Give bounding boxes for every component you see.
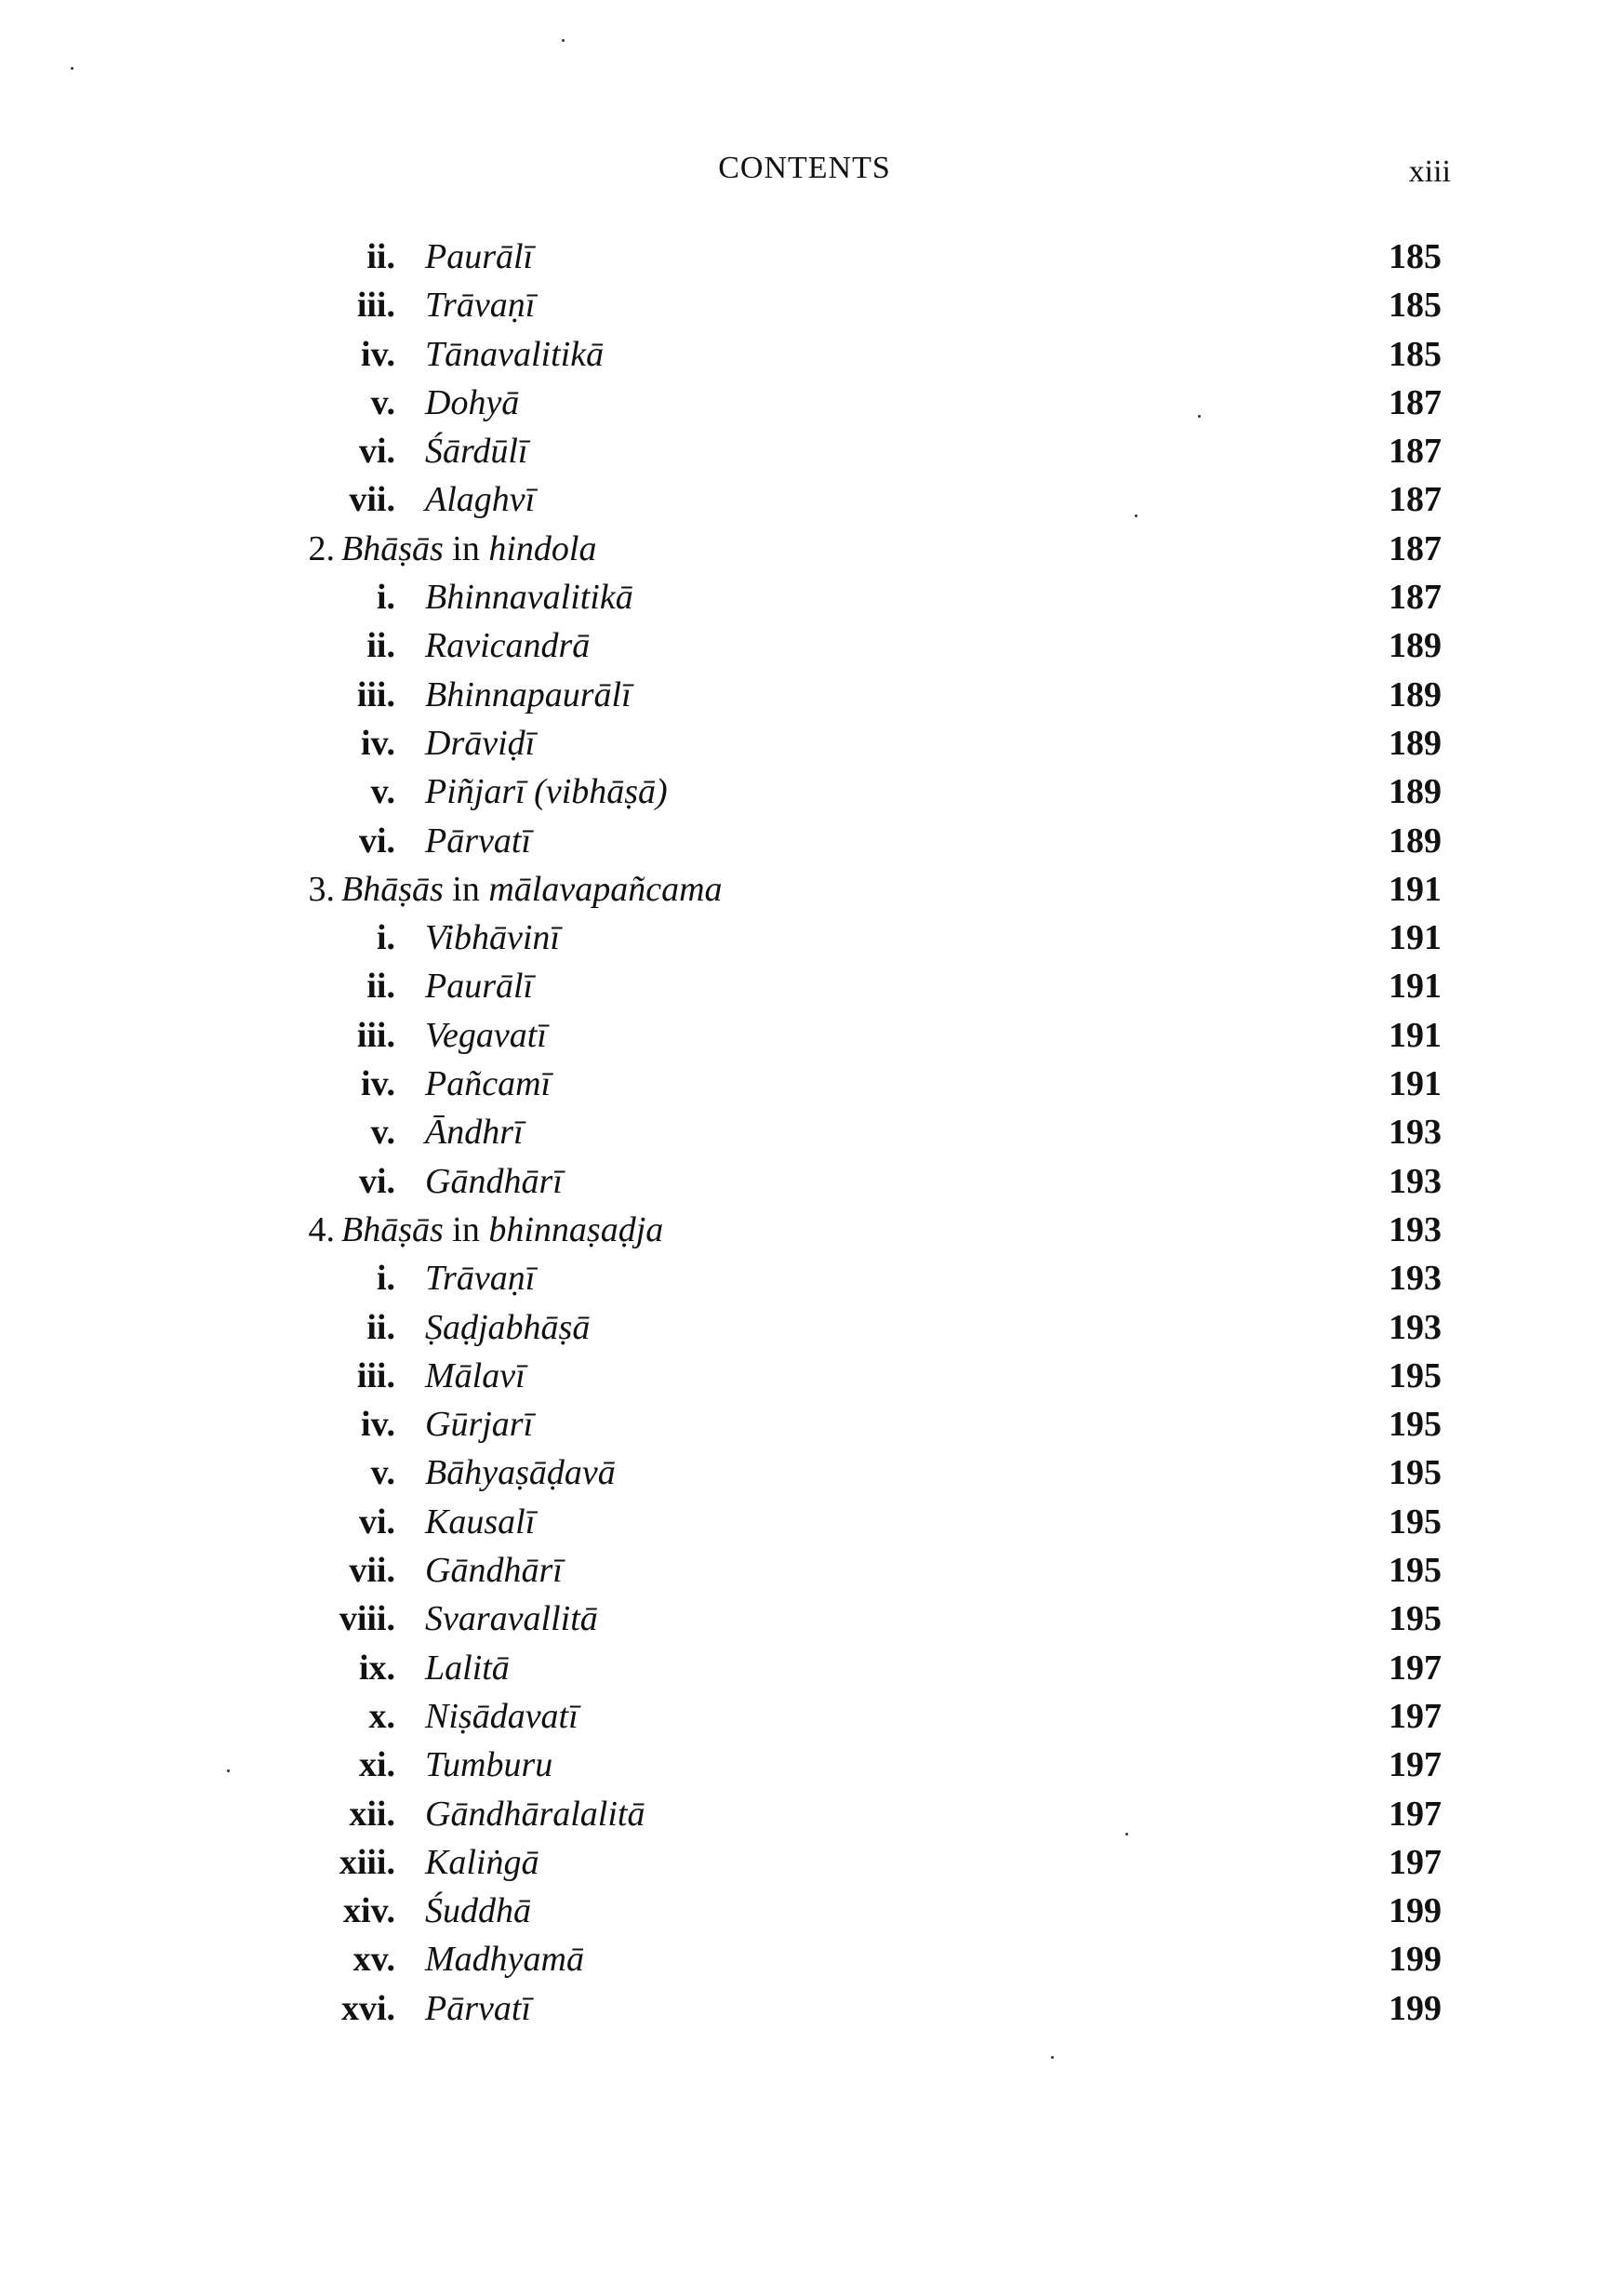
toc-entry-page: 197: [1389, 1794, 1442, 1834]
toc-entry-title: Paurālī: [425, 967, 534, 1007]
page-number: xiii: [1408, 154, 1451, 189]
toc-entry-number: ii.: [366, 967, 395, 1007]
toc-entry-number: i.: [376, 578, 395, 618]
toc-entry-title: Piñjarī (vibhāṣā): [425, 772, 668, 812]
toc-entry-title: Śuddhā: [425, 1891, 531, 1931]
toc-entry-page: 189: [1389, 821, 1442, 861]
toc-entry-number: iv.: [361, 334, 395, 374]
toc-entry-title: Āndhrī: [425, 1113, 524, 1153]
toc-entry-title: Gāndhārī: [425, 1551, 563, 1591]
toc-entry-page: 185: [1389, 334, 1442, 374]
toc-section-connector: in: [452, 869, 480, 909]
toc-entry: [0, 1741, 1609, 1789]
toc-entry-number: 2.: [308, 528, 335, 568]
toc-entry-title: Alaghvī: [425, 480, 536, 520]
toc-entry-page: 193: [1389, 1259, 1442, 1299]
toc-entry: [0, 1935, 1609, 1983]
toc-entry: [0, 817, 1609, 865]
toc-entry-title: Tumburu: [425, 1745, 553, 1785]
toc-entry-number: x.: [368, 1696, 395, 1736]
toc-entry-title: Niṣādavatī: [425, 1696, 578, 1736]
toc-entry: [0, 1303, 1609, 1352]
toc-entry-page: 197: [1389, 1696, 1442, 1736]
toc-entry-number: v.: [370, 1113, 395, 1153]
toc-entry-title: Gāndhāralalitā: [425, 1794, 645, 1834]
toc-entry-number: v.: [370, 382, 395, 422]
toc-entry: [0, 719, 1609, 768]
toc-section-heading: [0, 865, 1609, 914]
toc-entry: [0, 1546, 1609, 1595]
toc-entry: [0, 1011, 1609, 1060]
toc-entry-number: ii.: [366, 626, 395, 666]
toc-entry-title: Dohyā: [425, 382, 520, 422]
toc-entry: [0, 379, 1609, 427]
toc-entry: [0, 475, 1609, 524]
toc-entry-number: 3.: [308, 869, 335, 909]
toc-section-term: Bhāṣās: [341, 528, 444, 568]
toc-entry-number: iv.: [361, 1064, 395, 1104]
toc-entry-number: xiv.: [343, 1891, 395, 1931]
toc-entry-number: vi.: [358, 1161, 395, 1201]
scan-speck: [562, 39, 565, 42]
toc-entry-number: viii.: [339, 1599, 395, 1639]
toc-entry-page: 187: [1389, 432, 1442, 472]
toc-entry-page: 189: [1389, 626, 1442, 666]
toc-section-raga: hindola: [488, 528, 597, 568]
scan-speck: [1198, 415, 1201, 418]
toc-entry-title: Tānavalitikā: [425, 334, 605, 374]
toc-entry-page: 195: [1389, 1355, 1442, 1395]
toc-entry: [0, 621, 1609, 670]
scan-speck: [227, 1769, 230, 1772]
toc-section-heading: [0, 525, 1609, 573]
toc-entry-page: 193: [1389, 1161, 1442, 1201]
toc-entry: [0, 330, 1609, 379]
toc-entry-number: xi.: [358, 1745, 395, 1785]
toc-entry: [0, 1838, 1609, 1887]
toc-entry-title: Madhyamā: [425, 1940, 584, 1980]
scan-speck: [1051, 2056, 1054, 2059]
toc-entry: [0, 1254, 1609, 1302]
toc-entry-title: Trāvaṇī: [425, 286, 536, 326]
toc-entry-number: ii.: [366, 1307, 395, 1347]
toc-entry-page: 195: [1389, 1453, 1442, 1493]
toc-entry: [0, 1692, 1609, 1741]
toc-entry-page: 185: [1389, 237, 1442, 276]
toc-entry-page: 195: [1389, 1502, 1442, 1542]
toc-entry-number: vii.: [349, 480, 395, 520]
toc-entry-number: iii.: [356, 674, 395, 714]
toc-section-heading: [0, 1206, 1609, 1254]
toc-entry: [0, 1644, 1609, 1692]
toc-entry: [0, 233, 1609, 281]
toc-entry-title: Kausalī: [425, 1502, 536, 1542]
toc-entry-page: 193: [1389, 1209, 1442, 1249]
toc-entry-page: 187: [1389, 382, 1442, 422]
toc-entry-title: [341, 525, 596, 573]
toc-entry-page: 195: [1389, 1551, 1442, 1591]
toc-entry: [0, 573, 1609, 621]
toc-entry-title: Ṣaḍjabhāṣā: [425, 1307, 591, 1347]
toc-entry-number: i.: [376, 1259, 395, 1299]
toc-section-raga: mālavapañcama: [488, 869, 723, 909]
toc-entry-title: Pārvatī: [425, 1988, 531, 2028]
toc-entry-page: 187: [1389, 528, 1442, 568]
toc-entry-number: iv.: [361, 1405, 395, 1445]
toc-entry-title: Pañcamī: [425, 1064, 552, 1104]
toc-entry-number: iii.: [356, 286, 395, 326]
toc-entry-title: Śārdūlī: [425, 432, 528, 472]
toc-entry-number: xiii.: [339, 1842, 395, 1882]
toc-entry-number: vi.: [358, 1502, 395, 1542]
toc-entry-title: Drāviḍī: [425, 723, 536, 763]
toc-entry-number: xvi.: [340, 1988, 395, 2028]
toc-entry-page: 199: [1389, 1940, 1442, 1980]
toc-entry-page: 187: [1389, 578, 1442, 618]
toc-entry: [0, 1400, 1609, 1448]
toc-entry-title: Kaliṅgā: [425, 1842, 539, 1882]
toc-entry-page: 189: [1389, 772, 1442, 812]
toc-entry: [0, 281, 1609, 329]
toc-entry-page: 195: [1389, 1599, 1442, 1639]
toc-entry-title: Gūrjarī: [425, 1405, 534, 1445]
scan-speck: [1125, 1833, 1128, 1835]
toc-entry-page: 189: [1389, 674, 1442, 714]
toc-entry-page: 191: [1389, 869, 1442, 909]
toc-entry-page: 197: [1389, 1842, 1442, 1882]
toc-entry-page: 191: [1389, 918, 1442, 958]
toc-entry-page: 197: [1389, 1648, 1442, 1688]
toc-entry-page: 191: [1389, 967, 1442, 1007]
toc-entry: [0, 1595, 1609, 1643]
toc-entry-number: vii.: [349, 1551, 395, 1591]
toc-entry: [0, 914, 1609, 962]
toc-entry-number: xii.: [349, 1794, 395, 1834]
toc-entry-title: Trāvaṇī: [425, 1259, 536, 1299]
toc-entry-number: vi.: [358, 821, 395, 861]
toc-entry-page: 197: [1389, 1745, 1442, 1785]
toc-entry: [0, 1157, 1609, 1206]
toc-entry-title: Gāndhārī: [425, 1161, 563, 1201]
toc-entry-page: 185: [1389, 286, 1442, 326]
toc-entry: [0, 1448, 1609, 1497]
toc-section-term: Bhāṣās: [341, 1209, 444, 1249]
toc-entry-title: Lalitā: [425, 1648, 510, 1688]
toc-entry-number: iii.: [356, 1355, 395, 1395]
toc-entry-number: v.: [370, 772, 395, 812]
toc-entry-page: 195: [1389, 1405, 1442, 1445]
toc-entry-title: Bāhyaṣāḍavā: [425, 1453, 616, 1493]
running-header-title: CONTENTS: [718, 151, 891, 185]
toc-entry: [0, 1790, 1609, 1838]
toc-entry-page: 187: [1389, 480, 1442, 520]
toc-section-term: Bhāṣās: [341, 869, 444, 909]
toc-entry: [0, 671, 1609, 719]
toc-entry-title: Vegavatī: [425, 1015, 547, 1055]
toc-entry: [0, 1352, 1609, 1400]
toc-entry: [0, 427, 1609, 475]
toc-entry-number: iv.: [361, 723, 395, 763]
toc-entry: [0, 768, 1609, 816]
toc-entry: [0, 1498, 1609, 1546]
toc-entry-title: [341, 865, 723, 914]
toc-entry-title: Paurālī: [425, 237, 534, 276]
toc-entry: [0, 1984, 1609, 2033]
toc-entry-page: 191: [1389, 1064, 1442, 1104]
toc-entry-number: iii.: [356, 1015, 395, 1055]
toc-entry-title: Bhinnavalitikā: [425, 578, 633, 618]
toc-entry-number: v.: [370, 1453, 395, 1493]
toc-entry-title: Ravicandrā: [425, 626, 591, 666]
toc-entry-title: Svaravallitā: [425, 1599, 598, 1639]
toc-entry-title: Pārvatī: [425, 821, 531, 861]
scan-speck: [1135, 514, 1137, 517]
toc-entry-title: [341, 1206, 663, 1254]
toc-section-raga: bhinnaṣaḍja: [488, 1209, 664, 1249]
scan-speck: [71, 67, 73, 70]
toc-entry-page: 189: [1389, 723, 1442, 763]
toc-entry-page: 193: [1389, 1113, 1442, 1153]
toc-entry-number: xv.: [352, 1940, 395, 1980]
toc-entry: [0, 1887, 1609, 1935]
toc-entry-title: Vibhāvinī: [425, 918, 560, 958]
toc-entry-title: Mālavī: [425, 1355, 525, 1395]
toc-entry-number: vi.: [358, 432, 395, 472]
toc-entry-page: 199: [1389, 1891, 1442, 1931]
toc-entry: [0, 962, 1609, 1010]
toc-entry-number: ii.: [366, 237, 395, 276]
toc-entry-page: 191: [1389, 1015, 1442, 1055]
toc-entry-number: i.: [376, 918, 395, 958]
toc-entry: [0, 1108, 1609, 1156]
toc-entry-page: 193: [1389, 1307, 1442, 1347]
toc-entry: [0, 1060, 1609, 1108]
toc-entry-title: Bhinnapaurālī: [425, 674, 632, 714]
toc-entry-page: 199: [1389, 1988, 1442, 2028]
toc-entry-number: 4.: [308, 1209, 335, 1249]
toc-entry-number: ix.: [358, 1648, 395, 1688]
toc-section-connector: in: [452, 528, 480, 568]
toc-section-connector: in: [452, 1209, 480, 1249]
table-of-contents: [0, 233, 1609, 2033]
